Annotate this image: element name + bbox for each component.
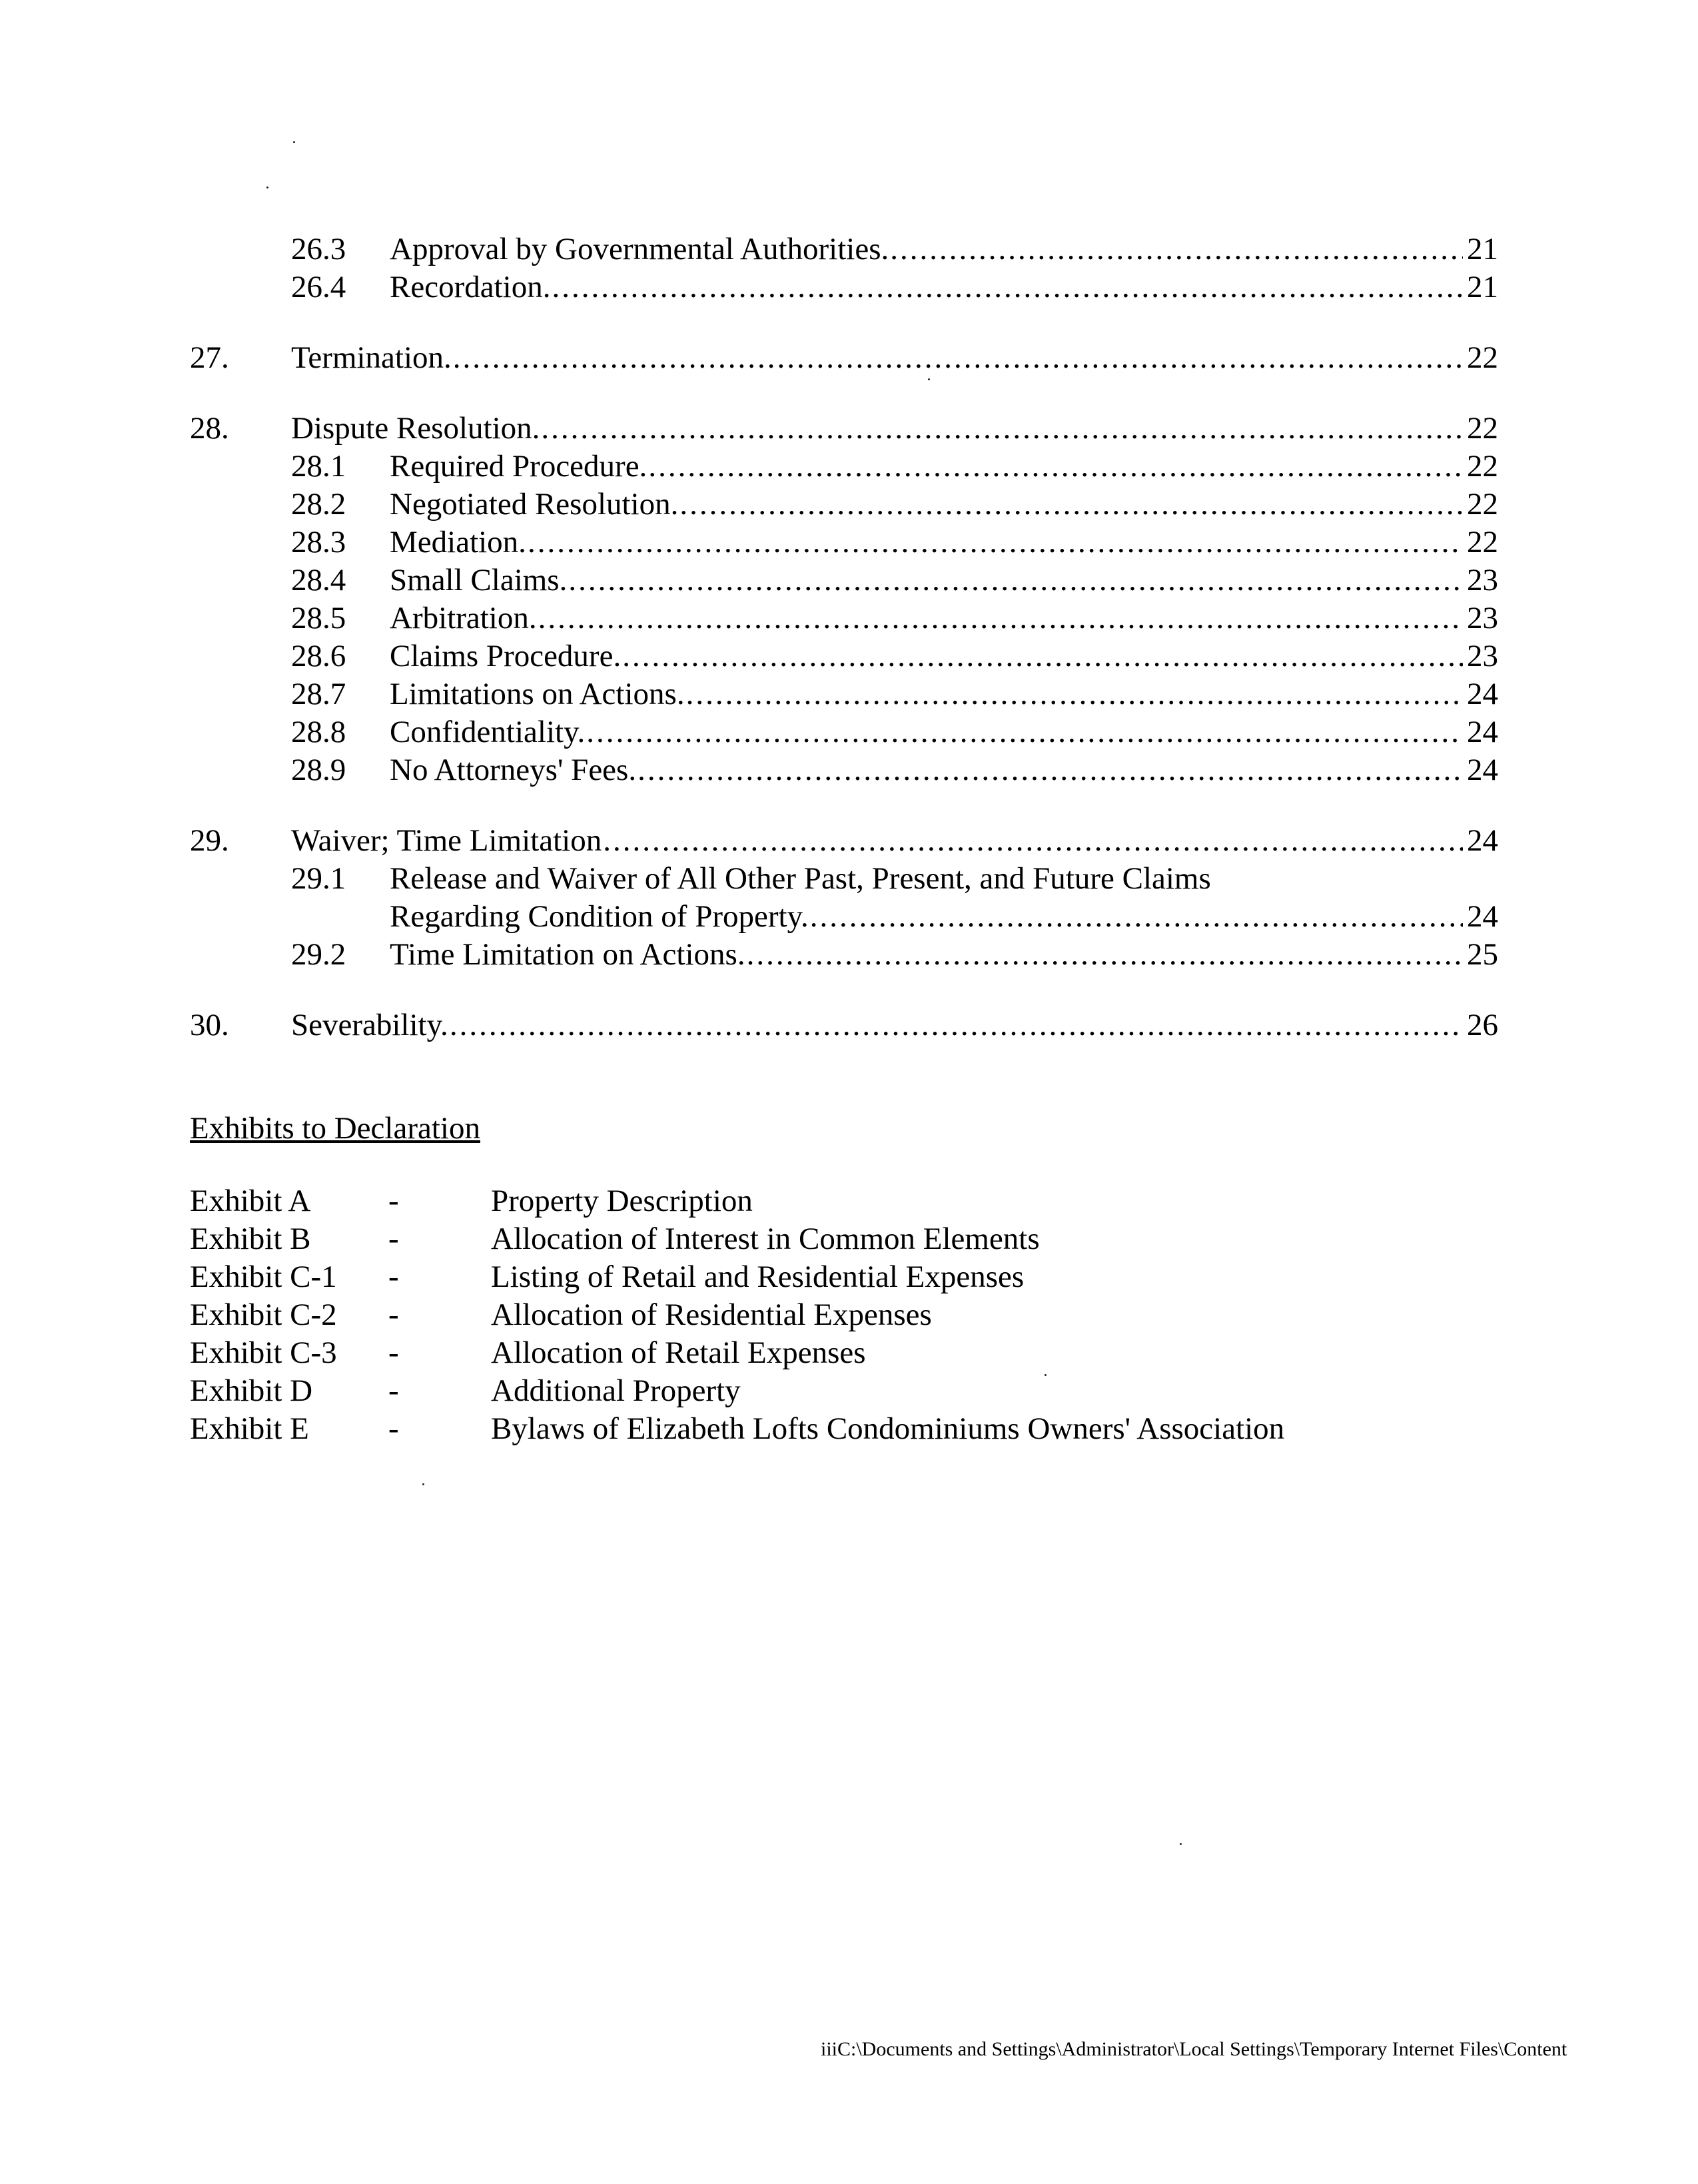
toc-title: Termination. <box>291 340 452 375</box>
dot-leader <box>603 821 1463 861</box>
toc-entry-29-1-continuation <box>0 897 1698 936</box>
toc-page: 23 <box>1467 601 1498 635</box>
toc-page: 21 <box>1467 232 1498 266</box>
exhibit-label: Exhibit C-3 <box>190 1335 337 1370</box>
dot-leader <box>541 408 1463 448</box>
toc-entry-28-1 <box>0 446 1698 486</box>
toc-title: Time Limitation on Actions. <box>390 937 745 972</box>
footer-file-path: iiiC:\Documents and Settings\Administrator\Local Settings\Temporary Internet Files\Content <box>821 2038 1567 2060</box>
toc-number: 28.3 <box>291 525 346 559</box>
toc-title-continuation: Regarding Condition of Property. <box>390 899 809 934</box>
exhibit-row <box>0 1182 1698 1220</box>
toc-page: 26 <box>1467 1008 1498 1042</box>
toc-entry-26-4 <box>0 267 1698 307</box>
scan-speck <box>1045 1374 1047 1376</box>
toc-page: 22 <box>1467 487 1498 522</box>
toc-number: 28.2 <box>291 487 346 522</box>
toc-number: 29.2 <box>291 937 346 972</box>
toc-page: 21 <box>1467 270 1498 304</box>
scan-speck <box>293 141 295 143</box>
toc-title: Arbitration. <box>390 601 537 635</box>
scan-speck <box>266 186 268 188</box>
toc-entry-28-9 <box>0 750 1698 790</box>
toc-number: 28.6 <box>291 639 346 673</box>
toc-number: 28.9 <box>291 753 346 787</box>
toc-page: 22 <box>1467 525 1498 559</box>
exhibit-description: Allocation of Interest in Common Elements <box>491 1222 1040 1256</box>
toc-page: 24 <box>1467 823 1498 858</box>
exhibit-dash: - <box>388 1260 399 1294</box>
dot-leader <box>622 636 1463 676</box>
toc-title: Approval by Governmental Authorities. <box>390 232 889 266</box>
exhibit-row <box>0 1333 1698 1372</box>
exhibit-row <box>0 1409 1698 1448</box>
toc-title: Severability. <box>291 1008 448 1042</box>
exhibit-description: Allocation of Residential Expenses <box>491 1297 932 1332</box>
scan-speck <box>1180 1843 1182 1845</box>
toc-title: Confidentiality. <box>390 715 586 749</box>
toc-title: Claims Procedure. <box>390 639 622 673</box>
exhibit-label: Exhibit C-2 <box>190 1297 337 1332</box>
dot-leader <box>686 674 1463 714</box>
exhibit-row <box>0 1258 1698 1296</box>
toc-number: 30. <box>190 1008 229 1042</box>
exhibit-label: Exhibit A <box>190 1184 311 1218</box>
exhibit-description: Property Description <box>491 1184 753 1218</box>
toc-title: Release and Waiver of All Other Past, Present, and Future Claims <box>390 861 1211 896</box>
dot-leader <box>586 712 1463 752</box>
toc-page: 22 <box>1467 411 1498 446</box>
exhibit-dash: - <box>388 1373 399 1408</box>
exhibit-dash: - <box>388 1297 399 1332</box>
toc-number: 26.3 <box>291 232 346 266</box>
scan-speck <box>928 378 930 380</box>
toc-title: No Attorneys' Fees. <box>390 753 637 787</box>
toc-number: 29. <box>190 823 229 858</box>
dot-leader <box>453 338 1463 378</box>
exhibit-dash: - <box>388 1335 399 1370</box>
exhibit-description: Bylaws of Elizabeth Lofts Condominiums Owners' Association <box>491 1411 1285 1446</box>
toc-number: 28.7 <box>291 677 346 711</box>
dot-leader <box>568 560 1463 600</box>
toc-page: 23 <box>1467 639 1498 673</box>
toc-title: Recordation. <box>390 270 551 304</box>
dot-leader <box>538 598 1463 638</box>
dot-leader <box>747 934 1463 974</box>
toc-number: 28.8 <box>291 715 346 749</box>
toc-page: 22 <box>1467 449 1498 484</box>
toc-number: 28.5 <box>291 601 346 635</box>
exhibit-row <box>0 1371 1698 1410</box>
dot-leader <box>450 1005 1463 1045</box>
toc-page: 23 <box>1467 563 1498 597</box>
toc-entry-29-2 <box>0 934 1698 974</box>
exhibit-label: Exhibit B <box>190 1222 311 1256</box>
toc-entry-28-6 <box>0 636 1698 676</box>
toc-title: Mediation. <box>390 525 526 559</box>
toc-entry-29-1 <box>0 859 1698 899</box>
toc-page: 24 <box>1467 899 1498 934</box>
toc-title: Waiver; Time Limitation <box>291 823 602 858</box>
toc-page: 24 <box>1467 715 1498 749</box>
toc-entry-28-5 <box>0 598 1698 638</box>
dot-leader <box>810 897 1463 936</box>
exhibit-dash: - <box>388 1222 399 1256</box>
toc-number: 28.1 <box>291 449 346 484</box>
dot-leader <box>637 750 1463 790</box>
toc-page: 25 <box>1467 937 1498 972</box>
toc-entry-30 <box>0 1005 1698 1045</box>
dot-leader <box>890 229 1463 269</box>
toc-entry-28-4 <box>0 560 1698 600</box>
toc-number: 27. <box>190 340 229 375</box>
toc-number: 26.4 <box>291 270 346 304</box>
dot-leader <box>528 522 1463 562</box>
toc-title: Limitations on Actions. <box>390 677 685 711</box>
exhibit-row <box>0 1295 1698 1334</box>
exhibit-description: Listing of Retail and Residential Expenses <box>491 1260 1025 1294</box>
dot-leader <box>679 484 1463 524</box>
toc-title: Small Claims. <box>390 563 568 597</box>
exhibits-heading: Exhibits to Declaration <box>190 1111 480 1146</box>
toc-entry-29 <box>0 821 1698 861</box>
dot-leader <box>552 267 1463 307</box>
exhibit-label: Exhibit E <box>190 1411 309 1446</box>
toc-title: Dispute Resolution. <box>291 411 540 446</box>
toc-entry-26-3 <box>0 229 1698 269</box>
toc-entry-28 <box>0 408 1698 448</box>
toc-entry-28-7 <box>0 674 1698 714</box>
toc-page: 24 <box>1467 677 1498 711</box>
toc-page: 22 <box>1467 340 1498 375</box>
toc-title: Required Procedure. <box>390 449 647 484</box>
dot-leader <box>648 446 1463 486</box>
toc-entry-28-8 <box>0 712 1698 752</box>
toc-entry-27 <box>0 338 1698 378</box>
toc-title: Negotiated Resolution. <box>390 487 679 522</box>
toc-entry-28-3 <box>0 522 1698 562</box>
toc-number: 29.1 <box>291 861 346 896</box>
toc-number: 28.4 <box>291 563 346 597</box>
exhibit-description: Additional Property <box>491 1373 741 1408</box>
exhibit-label: Exhibit C-1 <box>190 1260 337 1294</box>
exhibit-label: Exhibit D <box>190 1373 313 1408</box>
toc-page: 24 <box>1467 753 1498 787</box>
toc-entry-28-2 <box>0 484 1698 524</box>
scan-speck <box>422 1483 424 1485</box>
toc-number: 28. <box>190 411 229 446</box>
exhibit-dash: - <box>388 1184 399 1218</box>
exhibit-dash: - <box>388 1411 399 1446</box>
exhibit-description: Allocation of Retail Expenses <box>491 1335 866 1370</box>
exhibit-row <box>0 1220 1698 1258</box>
